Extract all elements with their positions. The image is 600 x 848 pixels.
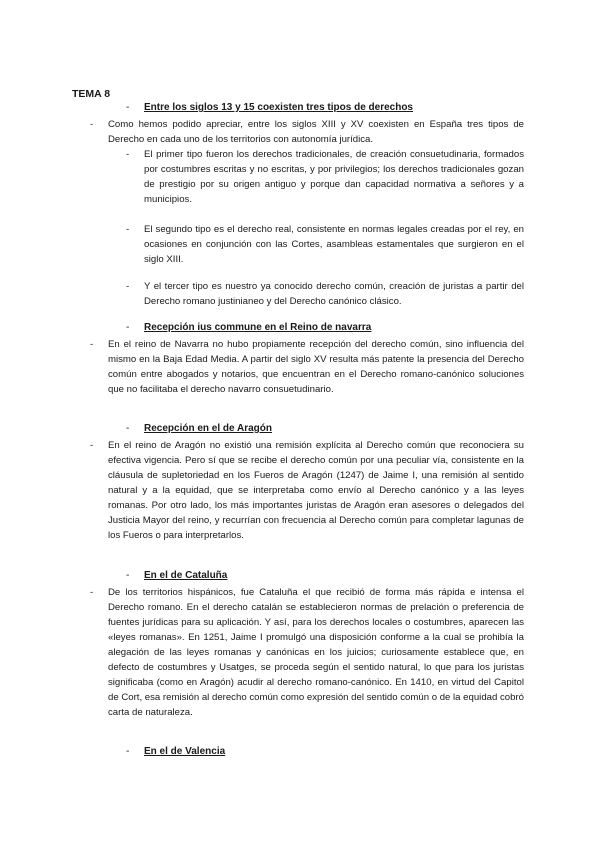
bullet-dash: - bbox=[90, 440, 94, 451]
section-text-cataluna: De los territorios hispánicos, fue Cataluña el que recibió de forma más rápida e intensa el Derecho romano. En el derecho catalán se establecieron normas de prelación o preferencia de fuentes jurídicas para su aplicación. Y así, para los derechos locales o costumbres, aparecen las «leyes romanas». En 1251, Jaime I promulgó una disposición conforme a la cual se prohibía la alegación de las leyes romanas y canónicas en los juicios; curiosamente establece que, en defecto de costumbres y Usatges, se proceda según el sentido natural, lo que para los juristas significaba (como en Aragón) acudir al derecho romano-canónico. En 1410, en virtud del Capitol de Cort, esa remisión al derecho común como expresión del sentido común o de la equidad cobró carta de naturaleza. bbox=[108, 587, 524, 718]
list-item-derecho-comun: Y el tercer tipo es nuestro ya conocido derecho común, creación de juristas a partir del Derecho romano justinianeo y del Derecho canónico clásico. bbox=[144, 281, 524, 307]
section-intro: Como hemos podido apreciar, entre los siglos XIII y XV coexisten en España tres tipos de Derecho en cada uno de los territorios con autonomía jurídica. bbox=[108, 119, 524, 145]
section-heading-navarra: - Recepción ius commune en el Reino de navarra bbox=[126, 322, 372, 333]
bullet-dash: - bbox=[90, 119, 94, 130]
section-heading-cataluna: - En el de Cataluña bbox=[126, 570, 228, 581]
list-item-derecho-tradicional: El primer tipo fueron los derechos tradicionales, de creación consuetudinaria, formados por costumbres escritas y no escritas, y por privilegios; los derechos tradicionales gozan de prestigio por su origen antiguo y porque dan capacidad normativa a señores y a municipios. bbox=[144, 149, 524, 205]
page-title: TEMA 8 bbox=[72, 88, 111, 100]
bullet-dash: - bbox=[126, 149, 130, 160]
bullet-dash: - bbox=[90, 339, 94, 350]
bullet-dash: - bbox=[126, 224, 130, 235]
section-heading-aragon: - Recepción en el de Aragón bbox=[126, 423, 272, 434]
section-text-aragon: En el reino de Aragón no existió una remisión explícita al Derecho común que reconociera su efectiva vigencia. Pero sí que se recibe el derecho común por una peculiar vía, consistente en la cláusula de supletoriedad en los Fueros de Aragón (1247) de Jaime I, una remisión al sentido natural y a la equidad, que se interpretaba como envío al Derecho canónico y a las leyes romanas. Por otro lado, los más importantes juristas de Aragón eran asesores o delegados del Justicia Mayor del reino, y recurrían con frecuencia al Derecho común para completar lagunas de los Fueros o para interpretarlos. bbox=[108, 440, 524, 541]
section-heading-coexistencia: - Entre los siglos 13 y 15 coexisten tres tipos de derechos bbox=[126, 102, 413, 113]
list-item-derecho-real: El segundo tipo es el derecho real, consistente en normas legales creadas por el rey, en ocasiones en conjunción con las Cortes, asambleas estamentales que surgieron en el siglo XIII. bbox=[144, 224, 524, 265]
bullet-dash: - bbox=[126, 281, 130, 292]
section-text-navarra: En el reino de Navarra no hubo propiamente recepción del derecho común, sino influencia del mismo en la Baja Edad Media. A partir del siglo XV resulta más patente la presencia del Derecho común entre abogados y notarios, que encuentran en el Derecho romano-canónico soluciones que no facilitaba el derecho navarro consuetudinario. bbox=[108, 339, 524, 395]
section-heading-valencia: - En el de Valencia bbox=[126, 746, 226, 757]
bullet-dash: - bbox=[90, 587, 94, 598]
